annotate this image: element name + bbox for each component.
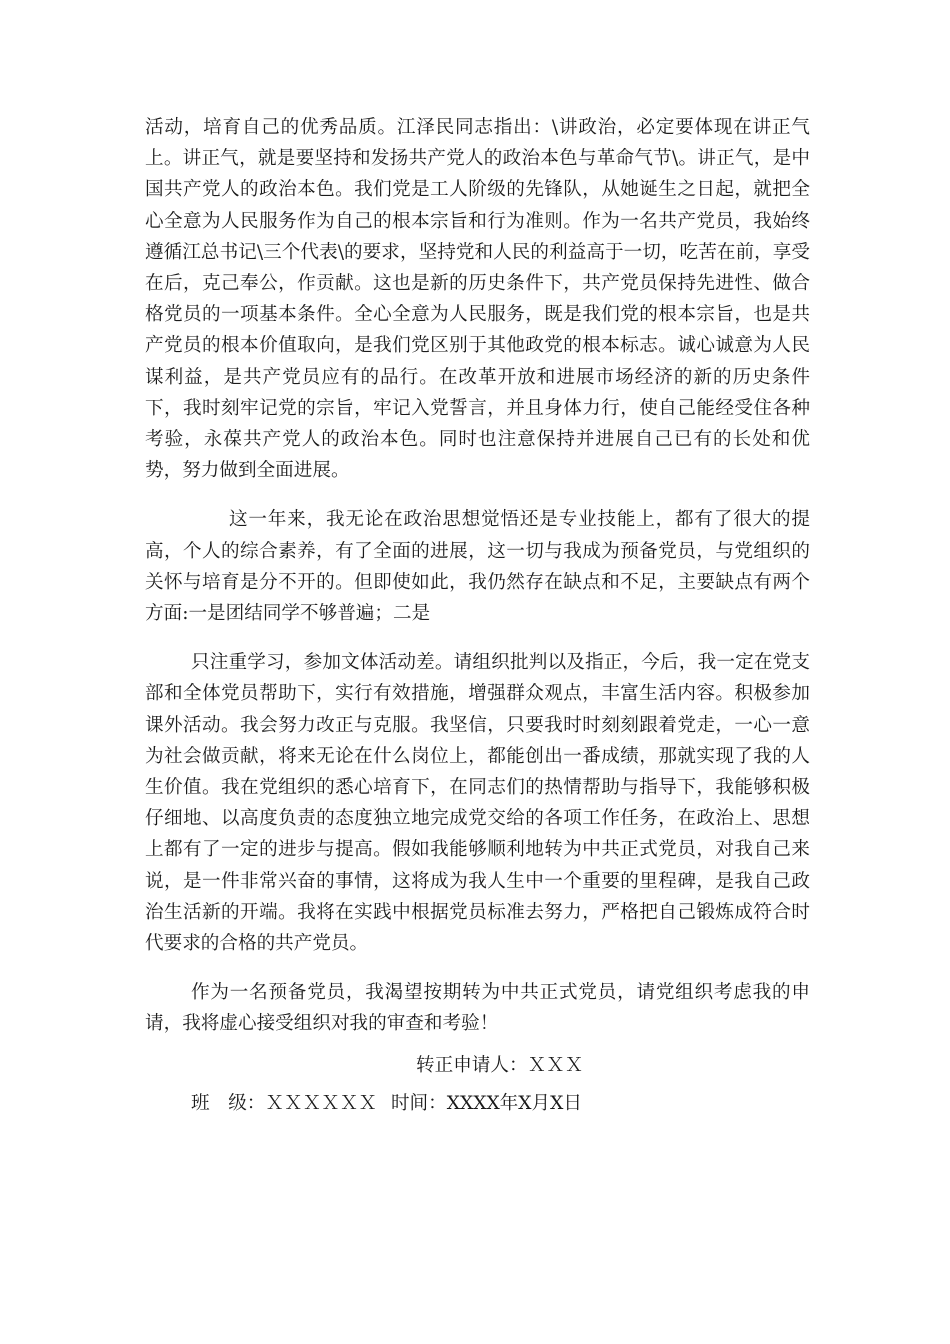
signature-date: 时间：XXXX年X月X日: [390, 1092, 582, 1114]
paragraph-improvement-plan: 只注重学习，参加文体活动差。请组织批判以及指正，今后，我一定在党支部和全体党员帮助下，实行有效措施，增强群众观点，丰富生活内容。积极参加课外活动。我会努力改正与克服。我坚信，只要我时时刻刻跟着党走，一心一意为社会做贡献，将来无论在什么岗位上，都能创出一番成绩，那就实现了我的人生价值。我在党组织的悉心培育下，在同志们的热情帮助与指导下，我能够积极仔细地、以高度负责的态度独立地完成党交给的各项工作任务，在政治上、思想上都有了一定的进步与提高。假如我能够顺利地转为中共正式党员，对我自己来说，是一件非常兴奋的事情，这将成为我人生中一个重要的里程碑，是我自己政治生活新的开端。我将在实践中根据党员标准去努力，严格把自己锻炼成符合时代要求的合格的共产党员。: [145, 652, 810, 955]
paragraph-application-request: 作为一名预备党员，我渴望按期转为中共正式党员，请党组织考虑我的申请，我将虚心接受组织对我的审查和考验！: [145, 982, 810, 1035]
document-body: [145, 112, 810, 1119]
signature-class-date: [145, 1088, 810, 1119]
paragraph-year-review: 这一年来，我无论在政治思想觉悟还是专业技能上，都有了很大的提高，个人的综合素养，有了全面的进展，这一切与我成为预备党员，与党组织的关怀与培育是分不开的。但即使如此，我仍然存在缺点和不足，主要缺点有两个方面:一是团结同学不够普遍；二是: [145, 509, 810, 625]
signature-class: 班 级：ＸＸＸＸＸＸ: [191, 1092, 377, 1114]
paragraph-political-character: 活动，培育自己的优秀品质。江泽民同志指出：\讲政治，必定要体现在讲正气上。讲正气，就是要坚持和发扬共产党人的政治本色与革命气节\。讲正气，是中国共产党人的政治本色。我们党是工人阶级的先锋队，从她诞生之日起，就把全心全意为人民服务作为自己的根本宗旨和行为准则。作为一名共产党员，我始终遵循江总书记\三个代表\的要求，坚持党和人民的利益高于一切，吃苦在前，享受在后，克己奉公，作贡献。这也是新的历史条件下，共产党员保持先进性、做合格党员的一项基本条件。全心全意为人民服务，既是我们党的根本宗旨，也是共产党员的根本价值取向，是我们党区别于其他政党的根本标志。诚心诚意为人民谋利益，是共产党员应有的品行。在改革开放和进展市场经济的新的历史条件下，我时刻牢记党的宗旨，牢记入党誓言，并且身体力行，使自己能经受住各种考验，永葆共产党人的政治本色。同时也注意保持并进展自己已有的长处和优势，努力做到全面进展。: [145, 117, 810, 482]
signature-applicant: 转正申请人：ＸＸＸ: [416, 1054, 584, 1076]
